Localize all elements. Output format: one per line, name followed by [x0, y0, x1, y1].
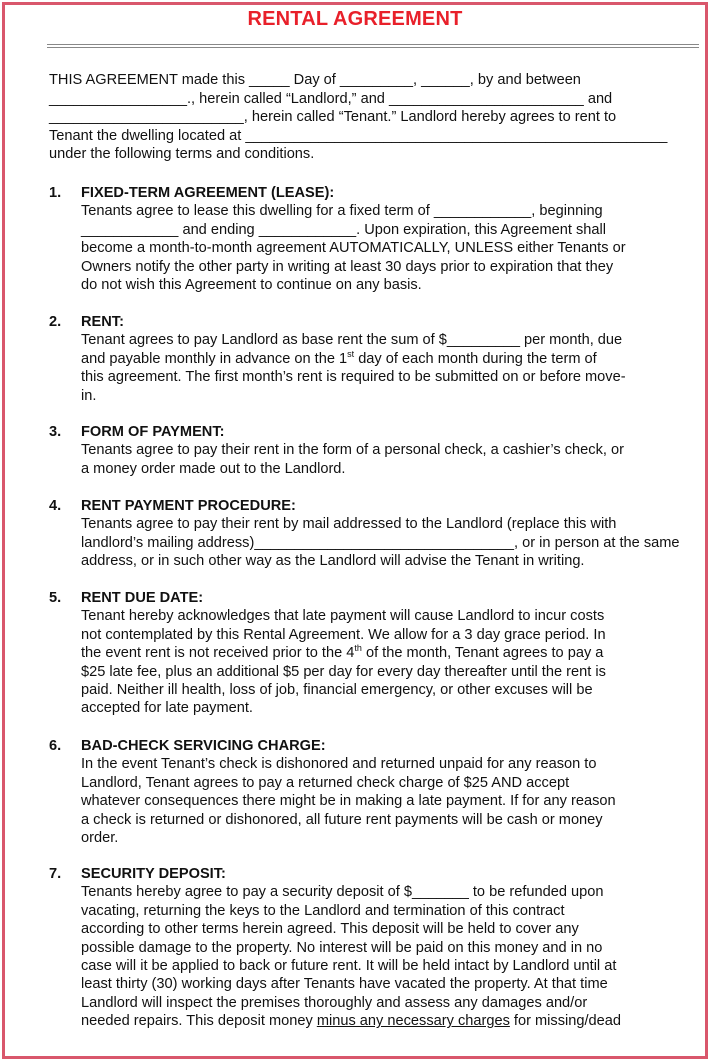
body-line: ____________ and ending ____________. Upon expiration, this Agreement shall — [81, 221, 606, 238]
section-number: 4. — [49, 498, 62, 514]
body-line: vacating, returning the keys to the Landlord and termination of this contract — [81, 902, 565, 919]
section-heading: RENT DUE DATE: — [81, 590, 204, 606]
section-heading: SECURITY DEPOSIT: — [81, 866, 226, 882]
body-line: possible damage to the property. No interest will be paid on this money and in no — [81, 939, 603, 956]
body-line: paid. Neither ill health, loss of job, financial emergency, or other excuses will be — [81, 682, 593, 699]
body-line: Tenant agrees to pay Landlord as base rent the sum of $_________ per month, due — [81, 332, 623, 349]
document-title: RENTAL AGREEMENT — [247, 8, 463, 30]
body-line: Tenants hereby agree to pay a security deposit of $_______ to be refunded upon — [81, 884, 604, 901]
body-line: Owners notify the other party in writing at least 30 days prior to expiration that they — [81, 258, 614, 275]
section-heading: BAD-CHECK SERVICING CHARGE: — [81, 738, 326, 754]
body-line: Tenants agree to pay their rent in the form of a personal check, a cashier’s check, or — [81, 442, 624, 459]
intro-line: Tenant the dwelling located at ____________________________________________________ — [49, 127, 668, 144]
intro-line: THIS AGREEMENT made this _____ Day of _________, ______, by and between — [49, 72, 581, 88]
body-line: case will it be applied to back or future rent. It will be held intact by Landlord until at — [81, 958, 617, 975]
title-divider — [47, 44, 699, 48]
section-body — [81, 202, 699, 294]
body-line: according to other terms herein agreed. This deposit will be held to cover any — [81, 921, 579, 938]
section-body — [81, 883, 699, 1030]
body-line: In the event Tenant’s check is dishonored and returned unpaid for any reason to — [81, 756, 597, 773]
section-heading: RENT: — [81, 314, 124, 330]
section-body — [81, 331, 699, 405]
body-line: whatever consequences there might be in making a late payment. If for any reason — [81, 793, 616, 810]
section-body — [81, 515, 699, 570]
section-number: 7. — [49, 866, 62, 882]
body-line: this agreement. The first month’s rent is required to be submitted on or before move- — [81, 369, 626, 386]
body-line: Landlord, Tenant agrees to pay a returned check charge of $25 AND accept — [81, 774, 570, 791]
intro-line: _________________., herein called “Landlord,” and ________________________ and — [49, 90, 613, 107]
body-line: in. — [81, 387, 97, 404]
body-line: accepted for late payment. — [81, 700, 253, 717]
intro-paragraph — [49, 71, 699, 164]
underlined-phrase: minus any necessary charges — [316, 1013, 510, 1030]
intro-line: ________________________, herein called “Tenant.” Landlord hereby agrees to rent to — [49, 109, 617, 126]
body-line: landlord’s mailing address)________________________________, or in person at the same — [81, 534, 680, 551]
body-line: Tenant hereby acknowledges that late payment will cause Landlord to incur costs — [81, 608, 605, 625]
section-number: 6. — [49, 738, 62, 754]
body-line: a money order made out to the Landlord. — [81, 460, 346, 477]
section-number: 1. — [49, 185, 62, 201]
body-line: address, or in such other way as the Landlord will advise the Tenant in writing. — [81, 553, 585, 570]
section-number: 2. — [49, 314, 62, 330]
body-line: order. — [81, 830, 119, 847]
section-heading: FIXED-TERM AGREEMENT (LEASE): — [81, 185, 335, 201]
section-body — [81, 755, 699, 847]
section-body — [81, 607, 699, 717]
body-line: a check is returned or dishonored, all future rent payments will be cash or money — [81, 811, 603, 828]
body-line: do not wish this Agreement to continue on any basis. — [81, 277, 422, 294]
intro-line: under the following terms and conditions. — [49, 146, 315, 163]
body-line: Tenants agree to lease this dwelling for a fixed term of ____________, beginning — [81, 203, 603, 220]
body-line: and payable monthly in advance on the 1st day of each month during the term of — [81, 348, 597, 367]
body-line: Tenants agree to pay their rent by mail addressed to the Landlord (replace this with — [81, 516, 617, 533]
body-line: $25 late fee, plus an additional $5 per day for every day thereafter until the rent is — [81, 663, 606, 680]
body-line: least thirty (30) working days after Tenants have vacated the property. At that time — [81, 976, 608, 993]
section-heading: FORM OF PAYMENT: — [81, 424, 225, 440]
section-body — [81, 441, 699, 478]
body-line: become a month-to-month agreement AUTOMATICALLY, UNLESS either Tenants or — [81, 240, 626, 257]
body-line: not contemplated by this Rental Agreement. We allow for a 3 day grace period. In — [81, 626, 606, 643]
body-line: needed repairs. This deposit money minus any necessary charges for missing/dead — [81, 1013, 622, 1030]
section-number: 3. — [49, 424, 62, 440]
body-line: the event rent is not received prior to the 4th of the month, Tenant agrees to pay a — [81, 643, 604, 662]
section-heading: RENT PAYMENT PROCEDURE: — [81, 498, 296, 514]
body-line: Landlord will inspect the premises thoroughly and assess any damages and/or — [81, 994, 588, 1011]
section-number: 5. — [49, 590, 62, 606]
